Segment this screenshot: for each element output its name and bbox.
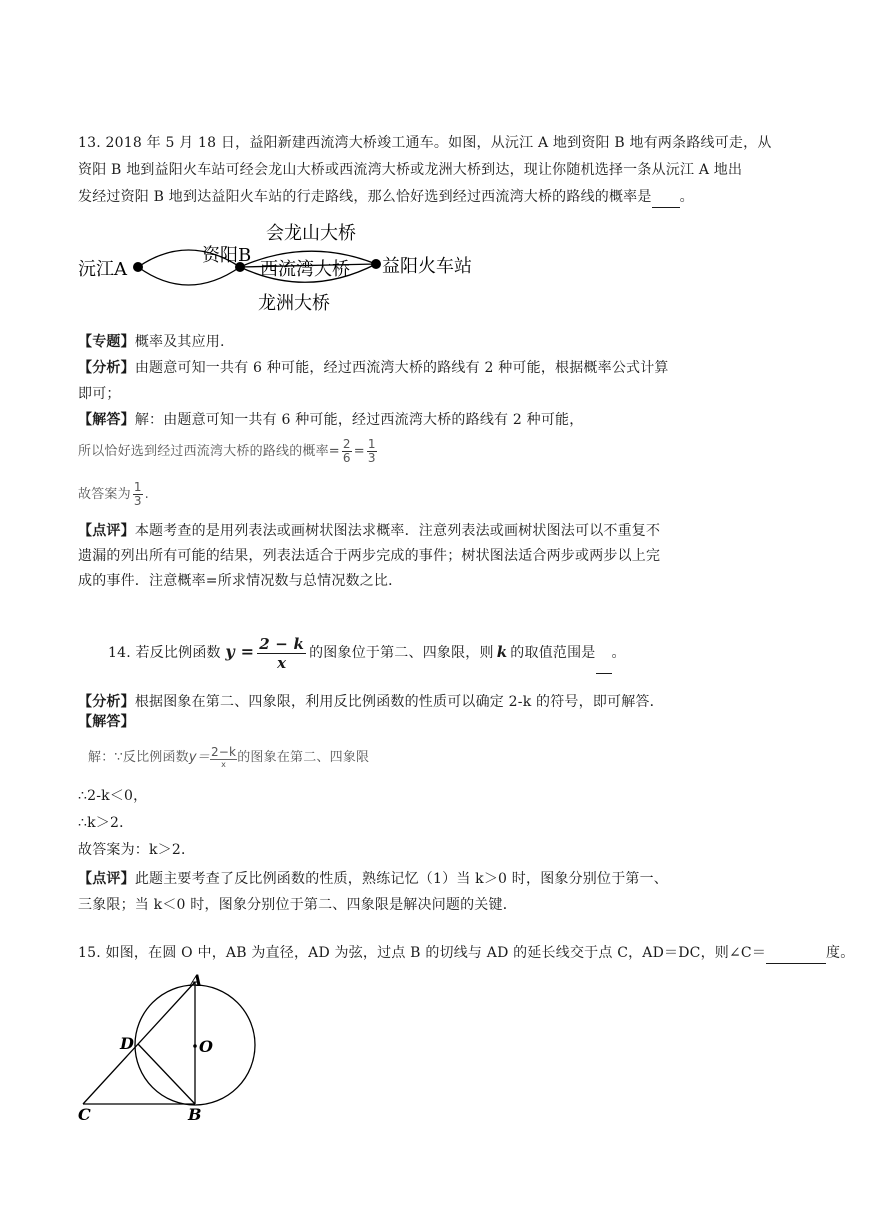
- q14-step2: ∴k＞2．: [78, 815, 134, 831]
- q13-final-answer: [78, 481, 149, 508]
- label-ziyang-b: 资阳B: [202, 245, 252, 266]
- frac-num: 2−k: [210, 745, 237, 759]
- label-longzhou-bridge: 龙洲大桥: [258, 293, 330, 314]
- q15-end: 度。: [826, 945, 855, 961]
- q13-probability-line: [78, 438, 379, 465]
- frac-num: 2 − k: [259, 634, 305, 653]
- y-equals: y =: [225, 642, 255, 661]
- answer-tag: 【解答】: [78, 412, 135, 428]
- answer-blank: [652, 187, 680, 208]
- fraction-final: [133, 481, 143, 508]
- label-c: C: [78, 1105, 91, 1124]
- q13-comment: [78, 521, 660, 541]
- answer-tag: 【解答】: [78, 714, 135, 730]
- q14-question: [108, 632, 626, 674]
- segment-db: [138, 1044, 195, 1104]
- probability-text: 所以恰好选到经过西流湾大桥的路线的概率=: [78, 444, 340, 459]
- q13-line3-text: 发经过资阳 B 地到达益阳火车站的行走路线，那么恰好选到经过西流湾大桥的路线的概率是: [78, 189, 652, 205]
- analysis-text: 根据图象在第二、四象限，利用反比例函数的性质可以确定 2-k 的符号，即可解答．: [134, 694, 664, 710]
- answer-blank: [596, 633, 612, 674]
- analysis-tag: 【分析】: [78, 694, 135, 710]
- q14-mid: 的图象位于第二、四象限，则: [309, 645, 494, 661]
- q14-analysis: [78, 692, 664, 712]
- answer-blank: [766, 943, 826, 964]
- point-a: [133, 262, 143, 272]
- q14-suffix: 的取值范围是: [510, 645, 596, 661]
- q13-comment-line2: 遗漏的列出所有可能的结果，列表法适合于两步完成的事件；树状图法适合两步或两步以上完: [78, 548, 661, 564]
- point-station: [371, 259, 381, 269]
- img-suffix: 的图象在第二、四象限: [237, 750, 370, 765]
- q15-question: [78, 943, 854, 964]
- circle-geometry-figure: [70, 970, 270, 1130]
- label-a: A: [190, 971, 203, 990]
- q13-line3: [78, 187, 694, 208]
- label-d: D: [120, 1034, 134, 1053]
- q14-step1: ∴2-k＜0，: [78, 788, 148, 804]
- frac-den: x: [277, 653, 287, 672]
- answer-text: 解：由题意可知一共有 6 种可能，经过西流湾大桥的路线有 2 种可能，: [134, 412, 584, 428]
- comment-text: 本题考查的是用列表法或画树状图法求概率．注意列表法或画树状图法可以不重复不: [134, 523, 661, 539]
- topic-text: 概率及其应用.: [134, 334, 225, 350]
- final-prefix: 故答案为: [78, 487, 131, 502]
- q13-analysis: [78, 358, 669, 378]
- label-b: B: [188, 1105, 202, 1124]
- q14-final: 故答案为：k＞2．: [78, 842, 196, 858]
- frac-num: 2: [342, 437, 351, 451]
- q14-solution-line: [88, 741, 369, 775]
- frac-num: 1: [367, 437, 376, 451]
- label-station: 益阳火车站: [382, 256, 472, 277]
- frac-den: 6: [342, 451, 351, 465]
- q13-comment-line3: 成的事件．注意概率=所求情况数与总情况数之比．: [78, 573, 403, 589]
- frac-den: x: [221, 760, 227, 769]
- fraction-2-6: [342, 438, 352, 465]
- q13-line3-end: 。: [679, 189, 694, 205]
- final-suffix: .: [144, 487, 149, 502]
- center-o-dot: [193, 1044, 197, 1048]
- q14-comment: [78, 869, 668, 889]
- label-xiliuwan-bridge: 西流湾大桥: [260, 259, 350, 280]
- equals-sign: =: [353, 444, 365, 459]
- q14-answer: [78, 712, 135, 732]
- fraction-2-minus-k-over-x: [257, 635, 306, 672]
- frac-den: 3: [133, 494, 142, 508]
- frac-den: 3: [367, 451, 376, 465]
- comment-tag: 【点评】: [78, 523, 135, 539]
- fraction-img: [210, 746, 237, 769]
- frac-num: 1: [133, 480, 142, 494]
- comment-text: 此题主要考查了反比例函数的性质，熟练记忆（1）当 k＞0 时，图象分别位于第一、: [134, 871, 669, 887]
- topic-tag: 【专题】: [78, 334, 135, 350]
- q14-prefix: 14. 若反比例函数: [108, 645, 221, 661]
- img-y: y＝: [188, 750, 210, 765]
- q14-comment-line2: 三象限；当 k＜0 时，图象分别位于第二、四象限是解决问题的关键．: [78, 897, 517, 913]
- q13-line1: 13. 2018 年 5 月 18 日，益阳新建西流湾大桥竣工通车。如图，从沅江 A 地到资阳 B 地有两条路线可走，从: [78, 135, 772, 151]
- comment-tag: 【点评】: [78, 871, 135, 887]
- q13-line2: 资阳 B 地到益阳火车站可经会龙山大桥或西流湾大桥或龙洲大桥到达，现让你随机选择一条从沅江 A 地出: [78, 162, 743, 178]
- analysis-text: 由题意可知一共有 6 种可能，经过西流湾大桥的路线有 2 种可能，根据概率公式计算: [134, 360, 669, 376]
- label-huilongshan-bridge: 会龙山大桥: [266, 223, 356, 244]
- fraction-1-3: [367, 438, 377, 465]
- q13-analysis-cont: 即可；: [78, 386, 121, 402]
- q14-end: 。: [611, 645, 626, 661]
- label-o: O: [199, 1037, 213, 1056]
- route-diagram: [76, 215, 496, 320]
- q13-answer: [78, 410, 583, 430]
- q15-text: 15. 如图，在圆 O 中，AB 为直径，AD 为弦，过点 B 的切线与 AD 的延长线交于点 C，AD＝DC，则∠C＝: [78, 945, 767, 961]
- img-prefix: 解：∵反比例函数: [88, 750, 189, 765]
- route-a-b-lower: [138, 267, 240, 285]
- q13-topic: [78, 332, 225, 352]
- k-variable: k: [496, 643, 508, 661]
- label-yuanjiang-a: 沅江A: [78, 259, 127, 280]
- analysis-tag: 【分析】: [78, 360, 135, 376]
